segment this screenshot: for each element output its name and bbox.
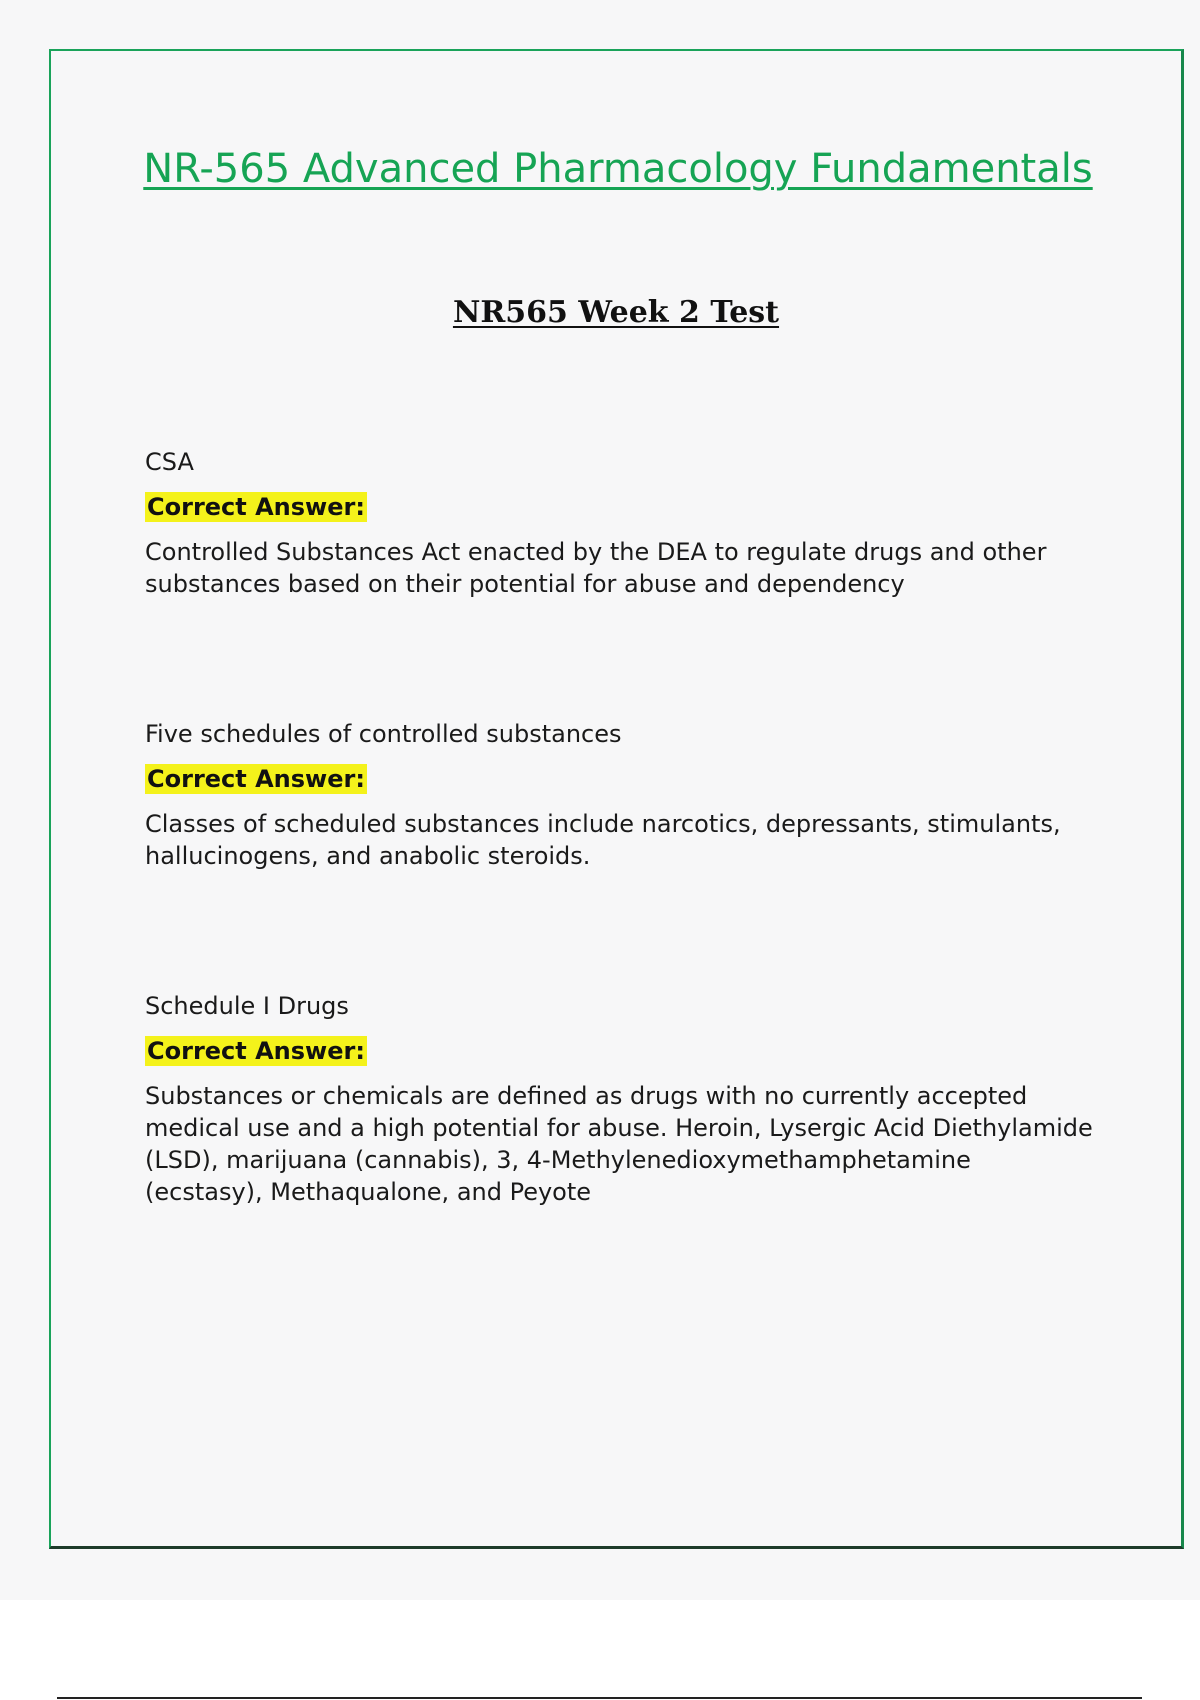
qa-item xyxy=(145,718,1095,872)
answer-text: Classes of scheduled substances include narcotics, depressants, stimulants, hallucinogens, and anabolic steroids. xyxy=(145,810,1061,870)
correct-answer-label: Correct Answer: xyxy=(147,1037,365,1065)
question-text: CSA xyxy=(145,448,194,476)
correct-answer-label: Correct Answer: xyxy=(147,765,365,793)
answer-text: Controlled Substances Act enacted by the DEA to regulate drugs and other substances based on their potential for abuse and dependency xyxy=(145,538,1047,598)
question-text: Five schedules of controlled substances xyxy=(145,720,622,748)
footer-divider xyxy=(57,1697,1142,1699)
question-text: Schedule I Drugs xyxy=(145,992,349,1020)
document-subtitle: NR565 Week 2 Test xyxy=(452,295,780,330)
correct-answer-label: Correct Answer: xyxy=(147,493,365,521)
qa-item xyxy=(145,446,1095,600)
qa-item xyxy=(145,990,1095,1208)
document-title: NR-565 Advanced Pharmacology Fundamentals xyxy=(143,146,1093,192)
answer-text: Substances or chemicals are defined as drugs with no currently accepted medical use and a high potential for abuse. Heroin, Lysergic Acid Diethylamide (LSD), marijuana (cannabis), 3, 4-Methylenedioxymethamphetamine (ecstasy), Methaqualone, and Peyote xyxy=(145,1082,1093,1206)
